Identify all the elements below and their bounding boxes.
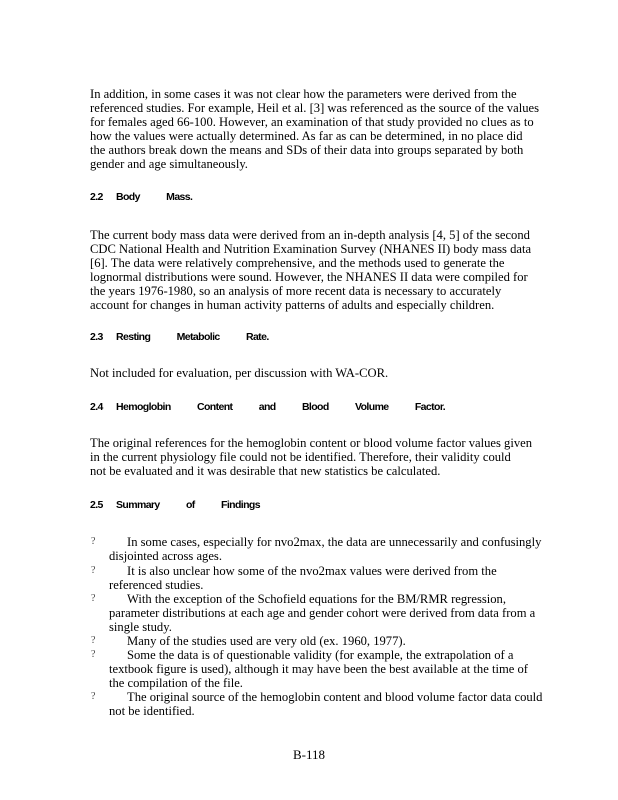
bullet-line: The original source of the hemoglobin content and blood volume factor data could <box>127 690 543 704</box>
bullet-line: With the exception of the Schofield equations for the BM/RMR regression, <box>127 592 506 606</box>
section-number: 2.4 <box>90 401 103 413</box>
bullet-icon: ? <box>91 536 96 547</box>
bullet-line: the compilation of the file. <box>109 676 243 690</box>
bullet-line: disjointed across ages. <box>109 549 222 563</box>
section-title: Summary of Findings <box>116 499 260 511</box>
paragraph-line: CDC National Health and Nutrition Examination Survey (NHANES II) body mass data <box>90 242 532 256</box>
paragraph-line: not be evaluated and it was desirable that new statistics be calculated. <box>90 464 441 478</box>
bullet-icon: ? <box>91 593 96 604</box>
bullet-line: Many of the studies used are very old (ex. 1960, 1977). <box>127 634 406 648</box>
section-title: Body Mass. <box>116 191 193 203</box>
paragraph-line: the authors break down the means and SDs of their data into groups separated by both <box>90 143 524 157</box>
bullet-icon: ? <box>91 565 96 576</box>
bullet-line: single study. <box>109 620 172 634</box>
paragraph-line: The current body mass data were derived from an in-depth analysis [4, 5] of the second <box>90 228 530 242</box>
section-number: 2.5 <box>90 499 103 511</box>
paragraph-line: account for changes in human activity patterns of adults and especially children. <box>90 298 495 312</box>
paragraph-line: for females aged 66-100. However, an examination of that study provided no clues as to <box>90 115 534 129</box>
paragraph-line: how the values were actually determined. As far as can be determined, in no place did <box>90 129 523 143</box>
paragraph-line: referenced studies. For example, Heil et al. [3] was referenced as the source of the values <box>90 101 539 115</box>
section-number: 2.3 <box>90 331 103 343</box>
paragraph-line: lognormal distributions were sound. However, the NHANES II data were compiled for <box>90 270 528 284</box>
paragraph-line: In addition, in some cases it was not clear how the parameters were derived from the <box>90 87 517 101</box>
bullet-icon: ? <box>91 635 96 646</box>
paragraph-line: in the current physiology file could not be identified. Therefore, their validity could <box>90 450 511 464</box>
bullet-line: Some the data is of questionable validity (for example, the extrapolation of a <box>127 648 514 662</box>
section-heading <box>90 499 260 511</box>
section-title: Hemoglobin Content and Blood Volume Factor. <box>116 401 446 413</box>
paragraph-line: Not included for evaluation, per discussion with WA-COR. <box>90 366 389 380</box>
section-title: Resting Metabolic Rate. <box>116 331 269 343</box>
bullet-line: In some cases, especially for nvo2max, the data are unnecessarily and confusingly <box>127 535 542 549</box>
bullet-icon: ? <box>91 691 96 702</box>
bullet-icon: ? <box>91 649 96 660</box>
section-number: 2.2 <box>90 191 103 203</box>
bullet-line: parameter distributions at each age and gender cohort were derived from data from a <box>109 606 536 620</box>
bullet-line: not be identified. <box>109 704 195 718</box>
bullet-line: referenced studies. <box>109 578 204 592</box>
paragraph-line: The original references for the hemoglobin content or blood volume factor values given <box>90 436 533 450</box>
bullet-line: It is also unclear how some of the nvo2max values were derived from the <box>127 564 497 578</box>
bullet-line: textbook figure is used), although it may have been the best available at the time of <box>109 662 528 676</box>
paragraph-line: gender and age simultaneously. <box>90 157 248 171</box>
section-heading <box>90 191 192 203</box>
page-number: B-118 <box>293 747 326 762</box>
section-heading <box>90 331 269 343</box>
paragraph-line: the years 1976-1980, so an analysis of more recent data is necessary to accurately <box>90 284 502 298</box>
section-heading <box>90 401 445 413</box>
paragraph-line: [6]. The data were relatively comprehensive, and the methods used to generate the <box>90 256 505 270</box>
